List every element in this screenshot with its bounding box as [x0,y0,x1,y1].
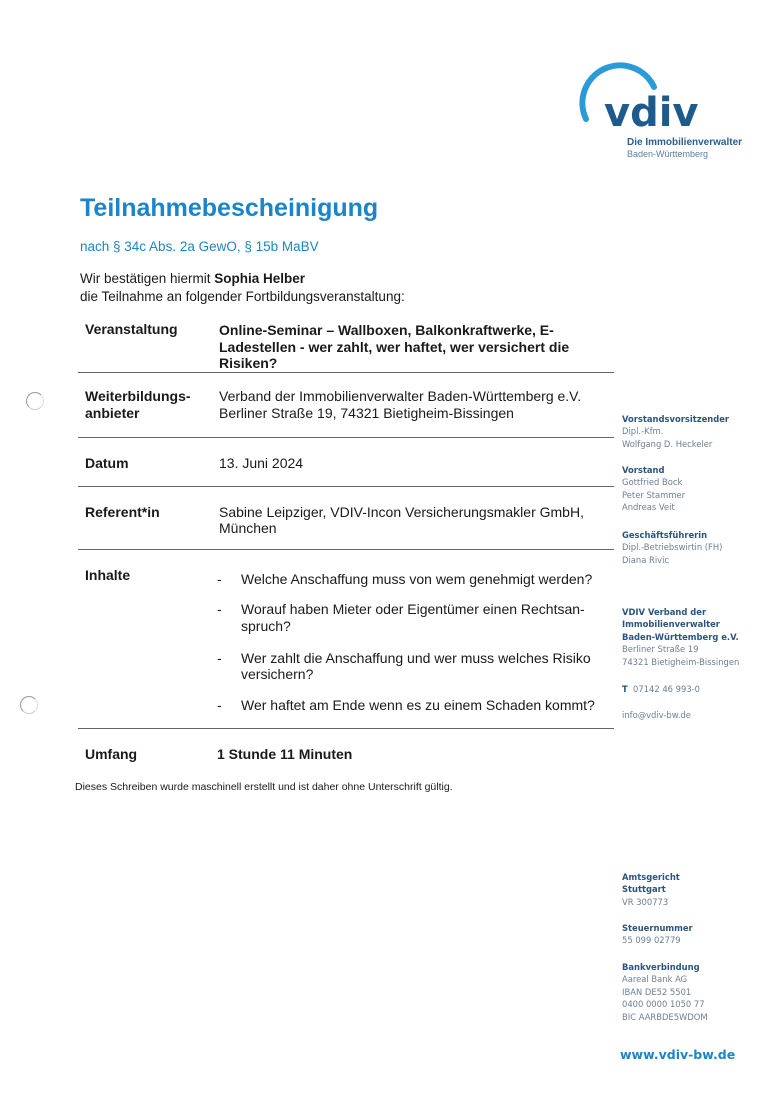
sidebar-heading: Bankverbindung [622,962,700,972]
sidebar-text: BIC AARBDE5WDOM [622,1011,708,1022]
document-subtitle: nach § 34c Abs. 2a GewO, § 15b MaBV [80,239,319,254]
sidebar-text: Andreas Veit [622,502,675,513]
sidebar-heading: VDIV Verband der [622,607,707,617]
anbieter-line-2: Berliner Straße 19, 74321 Bietigheim-Bissingen [219,405,514,421]
sidebar-text: Aareal Bank AG [622,974,688,985]
label-veranstaltung: Veranstaltung [85,321,178,337]
sidebar-verband [622,606,739,668]
inhalte-item-2-line-2: spruch? [241,618,291,634]
punch-hole-bottom [20,696,38,714]
punch-hole-top [26,392,44,410]
inhalte-item-2-line-1: Worauf haben Mieter oder Eigentümer einen Rechtsan- [241,601,585,617]
label-inhalte: Inhalte [85,567,131,583]
intro-line-2: die Teilnahme an folgender Fortbildungsveranstaltung: [80,289,405,304]
sidebar-text: Wolfgang D. Heckeler [622,438,713,449]
sidebar-email[interactable]: info@vdiv-bw.de [622,710,691,720]
divider [78,549,614,550]
logo-subtitle-2: Baden-Württemberg [627,149,709,159]
inhalte-item-3-line-2: versichern? [241,666,314,682]
sidebar-heading: Amtsgericht [622,872,680,882]
sidebar-vorstand [622,464,685,514]
bullet-dash: - [217,650,222,666]
bullet-dash: - [217,697,222,713]
sidebar-heading: Baden-Württemberg e.V. [622,631,739,642]
phone-number[interactable]: 07142 46 993-0 [633,684,701,694]
sidebar-geschaeftsfuehrung [622,529,722,566]
document-title: Teilnahmebescheinigung [80,194,379,222]
referent-line-2: München [219,520,277,536]
veranstaltung-line-1: Online-Seminar – Wallboxen, Balkonkraftwerke, E- [219,322,554,338]
inhalte-item-4: Wer haftet am Ende wenn es zu einem Schaden kommt? [241,697,595,713]
divider [78,486,614,487]
participant-name: Sophia Helber [214,271,306,286]
referent-line-1: Sabine Leipziger, VDIV-Incon Versicherungsmakler GmbH, [219,504,584,520]
logo-subtitle-1: Die Immobilienverwalter [627,137,743,148]
divider [78,437,614,438]
phone-prefix: T [622,684,628,694]
bullet-dash: - [217,601,222,617]
intro-prefix: Wir bestätigen hiermit [80,271,215,286]
bullet-dash: - [217,571,222,587]
sidebar-heading: Geschäftsführerin [622,530,708,540]
sidebar-amtsgericht [622,871,680,908]
footnote: Dieses Schreiben wurde maschinell erstellt und ist daher ohne Unterschrift gültig. [75,781,453,793]
sidebar-text: Gottfried Bock [622,477,683,488]
divider [78,372,614,373]
sidebar-text: VR 300773 [622,896,669,907]
sidebar-text: 74321 Bietigheim-Bissingen [622,656,740,667]
sidebar-text: Dipl.-Kfm. [622,426,664,437]
label-referent: Referent*in [85,504,160,520]
sidebar-heading: Vorstand [622,465,665,475]
website-link[interactable]: www.vdiv-bw.de [620,1047,736,1062]
sidebar-heading: Steuernummer [622,923,693,933]
sidebar-text: Peter Stammer [622,489,686,500]
sidebar-telefon [622,683,700,695]
sidebar-text: Diana Rivic [622,554,670,565]
sidebar-text: Dipl.-Betriebswirtin (FH) [622,542,723,553]
veranstaltung-line-3: Risiken? [219,355,278,371]
sidebar-text: IBAN DE52 5501 [622,986,692,997]
sidebar-heading: Stuttgart [622,884,666,895]
label-anbieter-2: anbieter [85,405,140,421]
sidebar-bank [622,961,708,1023]
sidebar-text: 55 099 02779 [622,935,681,946]
sidebar-text: Berliner Straße 19 [622,644,699,655]
intro-line-1 [80,271,305,286]
anbieter-line-1: Verband der Immobilienverwalter Baden-Württemberg e.V. [219,388,582,404]
veranstaltung-line-2: Ladestellen - wer zahlt, wer haftet, wer versichert die [219,339,570,355]
label-datum: Datum [85,455,129,471]
sidebar-heading: Immobilienverwalter [622,619,720,630]
inhalte-item-3-line-1: Wer zahlt die Anschaffung und wer muss welches Risiko [241,650,591,666]
datum-value: 13. Juni 2024 [219,455,304,471]
logo-wordmark: vdiv [604,90,699,136]
label-anbieter-1: Weiterbildungs- [85,388,191,404]
sidebar-vorstandsvorsitz [622,413,729,450]
sidebar-steuernummer [622,922,693,947]
umfang-value: 1 Stunde 11 Minuten [217,746,353,762]
divider [78,728,614,729]
inhalte-item-1: Welche Anschaffung muss von wem genehmigt werden? [241,571,593,587]
sidebar-heading: Vorstandsvorsitzender [622,414,730,424]
label-umfang: Umfang [85,746,138,762]
sidebar-text: 0400 0000 1050 77 [622,999,705,1010]
